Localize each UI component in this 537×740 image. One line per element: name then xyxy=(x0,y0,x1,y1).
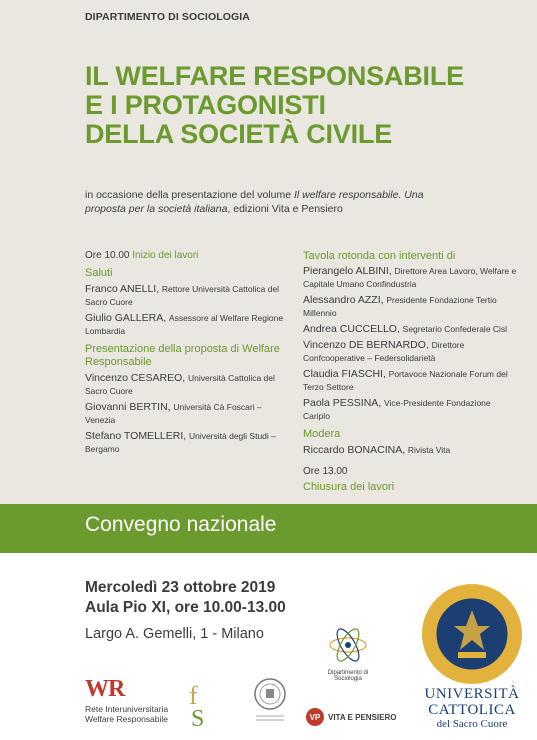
moderator-item: Riccardo BONACINA, Rivista Vita xyxy=(303,444,451,456)
sociologia-logo xyxy=(322,625,374,682)
fs-mark-icon xyxy=(187,678,227,728)
seal-icon xyxy=(250,676,290,728)
program-right-column xyxy=(303,250,518,494)
event-datetime xyxy=(85,578,286,618)
wr-line-2: Welfare Responsabile xyxy=(85,714,168,724)
uni-line-2: CATTOLICA xyxy=(428,702,516,718)
event-date: Mercoledì 23 ottobre 2019 xyxy=(85,579,276,596)
intro-text: in occasione della presentazione del volume Il welfare responsabile. Una proposta per la società italiana, edizioni Vita e Pensiero xyxy=(85,189,424,215)
event-address: Largo A. Gemelli, 1 - Milano xyxy=(85,626,264,642)
fs-logo xyxy=(187,678,227,728)
speaker-item: Andrea CUCCELLO, Segretario Confederale Cisl xyxy=(303,323,508,335)
speaker-item: Alessandro AZZI, Presidente Fondazione Tertio Millennio xyxy=(303,294,497,318)
vp-logo xyxy=(306,708,396,726)
speaker-item: Stefano TOMELLERI, Università degli Studi – Bergamo xyxy=(85,430,276,454)
title-line-1: IL WELFARE RESPONSABILE xyxy=(85,61,464,91)
wr-line-1: Rete Interuniversitaria xyxy=(85,704,169,714)
convegno-label: Convegno nazionale xyxy=(85,513,277,536)
speaker-item: Giovanni BERTIN, Università Cà Foscari – Venezia xyxy=(85,401,262,425)
department-label: DIPARTIMENTO DI SOCIOLOGIA xyxy=(85,11,250,23)
vp-mark: VP xyxy=(306,708,324,726)
saluti-heading: Saluti xyxy=(85,267,113,279)
svg-text:f: f xyxy=(189,681,198,710)
speaker-item: Giulio GALLERA, Assessore al Welfare Regione Lombardia xyxy=(85,312,284,336)
closing-time: Ore 13.00 xyxy=(303,466,348,477)
wr-logo xyxy=(85,677,168,724)
speaker-item: Franco ANELLI, Rettore Università Cattolica del Sacro Cuore xyxy=(85,283,280,307)
wr-mark: WR xyxy=(85,676,125,702)
uni-name xyxy=(420,686,524,731)
opening-time: Ore 10.00 xyxy=(85,250,130,261)
closing-label: Chiusura dei lavori xyxy=(303,481,395,493)
title-line-2: E I PROTAGONISTI xyxy=(85,90,326,120)
speaker-item: Paola PESSINA, Vice-Presidente Fondazione Cariplo xyxy=(303,397,491,421)
university-seal-icon xyxy=(420,582,524,686)
speaker-item: Claudia FIASCHI, Portavoce Nazionale Forum del Terzo Settore xyxy=(303,368,508,392)
roundtable-heading: Tavola rotonda con interventi di xyxy=(303,250,456,262)
uni-line-3: del Sacro Cuore xyxy=(436,718,508,730)
event-hall: Aula Pio XI, ore 10.00-13.00 xyxy=(85,599,286,616)
conferenza-logo xyxy=(250,676,290,728)
sociologia-label: Dipartimento di Sociologia xyxy=(327,670,369,682)
opening-label: Inizio dei lavori xyxy=(132,250,199,261)
speaker-item: Vincenzo CESAREO, Università Cattolica del Sacro Cuore xyxy=(85,372,275,396)
moderator-heading: Modera xyxy=(303,428,341,440)
svg-text:S: S xyxy=(191,706,205,728)
event-title xyxy=(85,62,525,149)
atom-icon xyxy=(322,625,374,665)
opening-slot xyxy=(85,250,285,262)
speaker-item: Vincenzo DE BERNARDO, Direttore Confcooperative – Federsolidarietà xyxy=(303,339,465,363)
uni-seal xyxy=(420,582,524,686)
vp-label: VITA E PENSIERO xyxy=(328,712,397,722)
program-left-column xyxy=(85,250,285,456)
speaker-item: Pierangelo ALBINI, Direttore Area Lavoro, Welfare e Capitale Umano Confindustria xyxy=(303,265,517,289)
title-line-3: DELLA SOCIETÀ CIVILE xyxy=(85,119,393,149)
presentation-heading: Presentazione della proposta di Welfare Responsabile xyxy=(85,343,280,368)
uni-line-1: UNIVERSITÀ xyxy=(424,686,520,702)
book-title: Il welfare responsabile. Una proposta per la società italiana xyxy=(85,189,424,215)
